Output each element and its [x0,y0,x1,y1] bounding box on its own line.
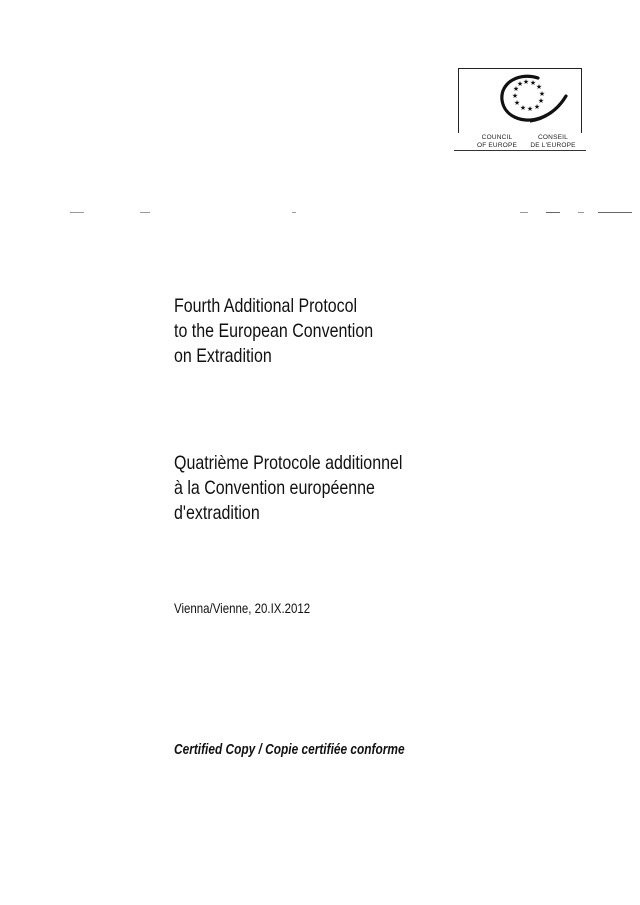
svg-text:★: ★ [538,90,546,98]
logo-caption-line: CONSEIL [538,134,568,141]
scan-mark [578,212,584,213]
title-french-line: à la Convention européenne [174,477,375,499]
svg-text:★: ★ [533,103,541,111]
svg-text:★: ★ [512,85,520,93]
scan-mark [292,212,296,213]
scan-mark [140,212,150,213]
svg-text:★: ★ [519,104,527,112]
logo-underline [454,150,586,151]
title-english-line: on Extradition [174,345,272,367]
title-english-line: to the European Convention [174,320,374,342]
svg-text:★: ★ [526,105,534,113]
scan-mark [598,212,632,213]
svg-text:★: ★ [516,80,524,88]
title-french [174,451,402,526]
svg-text:★: ★ [529,79,537,87]
svg-text:★: ★ [537,97,545,105]
title-english-line: Fourth Additional Protocol [174,295,358,317]
scan-mark [546,212,560,213]
svg-text:★: ★ [522,78,530,86]
logo-caption-line: DE L'EUROPE [530,142,576,149]
svg-text:★: ★ [511,92,519,100]
title-french-line: Quatrième Protocole additionnel [174,452,403,474]
logo-caption-french [524,134,582,150]
council-of-europe-logo-icon [486,70,572,130]
scan-mark [520,212,528,213]
logo-caption-line: COUNCIL [481,134,513,141]
logo-caption-line: OF EUROPE [476,142,518,149]
svg-text:★: ★ [513,99,521,107]
title-english [174,294,373,369]
certified-copy-label: Certified Copy / Copie certifiée conforme [174,742,405,758]
logo-caption-english [472,134,522,150]
svg-text:★: ★ [535,83,543,91]
title-french-line: d'extradition [174,502,260,524]
scan-mark [70,212,84,213]
place-and-date: Vienna/Vienne, 20.IX.2012 [174,600,311,616]
